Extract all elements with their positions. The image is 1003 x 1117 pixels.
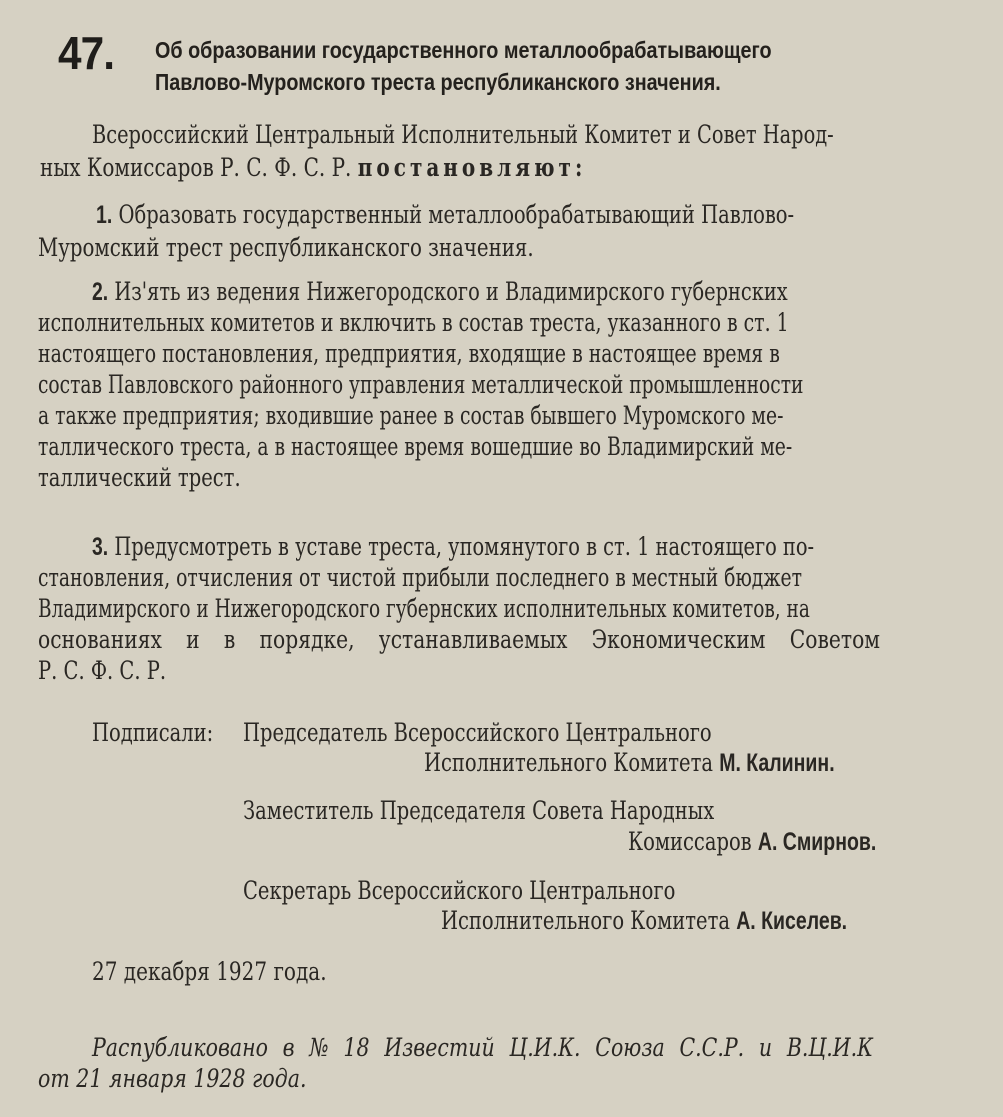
preamble-issuer: ных Комиссаров Р. С. Ф. С. Р. — [40, 153, 352, 182]
paragraph-2-text-1: Из'ять из ведения Нижегородского и Владимирского губернских — [114, 277, 788, 306]
signed-label: Подписали: — [92, 718, 214, 747]
paragraph-2-number: 2. — [92, 278, 109, 306]
paragraph-1-number: 1. — [96, 201, 113, 229]
republication-note-line-2: от 21 января 1928 года. — [38, 1064, 307, 1093]
paragraph-2-line-3: настоящего постановления, предприятия, входящие в настоящее время в — [38, 339, 780, 368]
signatory-3-title-1: Секретарь Всероссийского Центрального — [243, 876, 676, 905]
signatory-3-name: А. Киселев. — [736, 907, 848, 935]
preamble-line-2 — [40, 151, 586, 185]
paragraph-3-line-3: Владимирского и Нижегородского губернских исполнительных комитетов, на — [38, 594, 810, 623]
preamble-line-1: Всероссийский Центральный Исполнительный Комитет и Совет Народ- — [92, 120, 834, 149]
paragraph-1-text-1: Образовать государственный металлообрабатывающий Павлово- — [118, 200, 795, 229]
signatory-2-title-2 — [628, 825, 876, 859]
paragraph-2-line-5: а также предприятия; входившие ранее в состав бывшего Муромского ме- — [38, 401, 784, 430]
signatory-1-title-2 — [424, 746, 835, 780]
preamble-decree-word: постановляют: — [357, 153, 587, 182]
paragraph-2-line-4: состав Павловского районного управления металлической промышленности — [38, 370, 804, 399]
paragraph-1-line-1 — [96, 198, 794, 232]
paragraph-2-line-1 — [92, 275, 788, 309]
act-number: 47. — [58, 27, 115, 79]
signatory-3-title-2-text: Исполнительного Комитета — [441, 906, 731, 935]
paragraph-2-line-6: таллического треста, а в настоящее время вошедшие во Владимирский ме- — [38, 432, 793, 461]
signatory-2-name: А. Смирнов. — [757, 828, 877, 856]
paragraph-2-line-7: таллический трест. — [38, 463, 241, 492]
paragraph-3-text-1: Предусмотреть в уставе треста, упомянутого в ст. 1 настоящего по- — [114, 532, 815, 561]
signatory-1-name: М. Калинин. — [719, 749, 835, 777]
paragraph-1-line-2: Муромский трест республиканского значения. — [38, 233, 534, 262]
decree-date: 27 декабря 1927 года. — [92, 957, 327, 986]
paragraph-2-line-2: исполнительных комитетов и включить в состав треста, указанного в ст. 1 — [38, 308, 789, 337]
signatory-1-title-2-text: Исполнительного Комитета — [424, 748, 714, 777]
signatory-2-title-1: Заместитель Председателя Совета Народных — [243, 796, 715, 825]
republication-note-line-1: Распубликовано в № 18 Известий Ц.И.К. Союза С.С.Р. и В.Ц.И.К — [92, 1033, 874, 1062]
signatory-3-title-2 — [441, 904, 847, 938]
signatory-2-title-2-text: Комиссаров — [628, 827, 752, 856]
act-title: Об образовании государственного металлообрабатывающего Павлово-Муромского треста республиканского значения. — [155, 37, 772, 95]
signatory-1-title-1: Председатель Всероссийского Центрального — [243, 718, 712, 747]
paragraph-3-number: 3. — [92, 533, 109, 561]
paragraph-3-line-1 — [92, 530, 814, 564]
paragraph-3-line-2: становления, отчисления от чистой прибыли последнего в местный бюджет — [38, 563, 803, 592]
paragraph-3-line-4: основаниях и в порядке, устанавливаемых Экономическим Советом — [38, 625, 881, 654]
paragraph-3-line-5: Р. С. Ф. С. Р. — [38, 656, 167, 685]
